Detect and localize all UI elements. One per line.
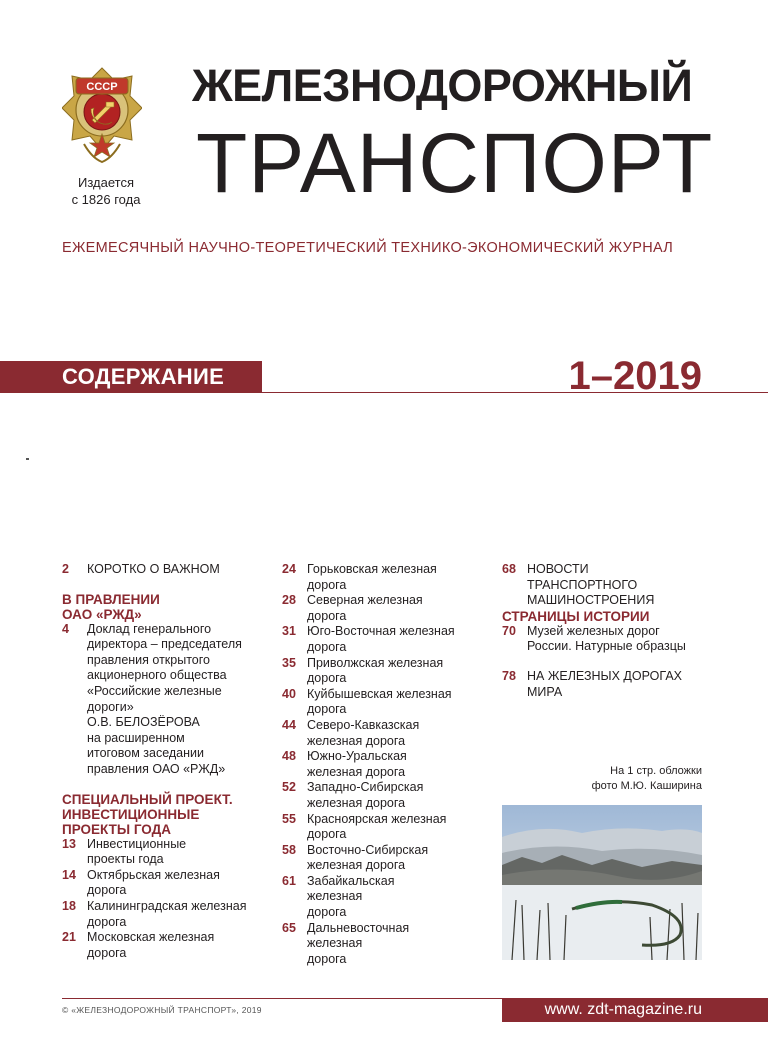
website-link[interactable]: www. zdt-magazine.ru [544, 1001, 702, 1018]
toc-page-number: 2 [62, 562, 69, 576]
toc-entry-title: КОРОТКО О ВАЖНОМ [87, 562, 220, 576]
toc-page-number: 55 [282, 811, 296, 826]
issue-number: 1–2019 [568, 354, 702, 398]
toc-entry[interactable] [502, 562, 712, 609]
toc-entry[interactable] [282, 749, 482, 780]
toc-entry-title: Куйбышевская железная дорога [307, 686, 452, 717]
toc-section-heading: СПЕЦИАЛЬНЫЙ ПРОЕКТ. ИНВЕСТИЦИОННЫЕ ПРОЕКТЫ ГОДА [62, 791, 233, 837]
toc-entry[interactable] [282, 843, 482, 874]
magazine-title-line1: ЖЕЛЕЗНОДОРОЖНЫЙ [192, 60, 693, 111]
toc-entry-title: Северная железная дорога [307, 593, 423, 623]
toc-page-number: 48 [282, 749, 296, 764]
toc-entry[interactable] [62, 899, 277, 930]
toc-entry-title: Октябрьская железная дорога [87, 867, 220, 898]
toc-entry[interactable] [502, 669, 712, 700]
toc-entry[interactable] [502, 624, 712, 655]
toc-entry-title: Музей железных дорог России. Натурные образцы [527, 623, 686, 654]
stray-mark [26, 458, 29, 460]
toc-page-number: 44 [282, 717, 296, 732]
toc-entry-title: Горьковская железная дорога [307, 562, 437, 592]
toc-entry[interactable] [62, 562, 277, 578]
toc-entry[interactable] [282, 718, 482, 749]
emblem-text: СССР [86, 81, 118, 93]
toc-entry-title: Западно-Сибирская железная дорога [307, 780, 424, 810]
toc-page-number: 35 [282, 655, 296, 670]
toc-entry[interactable] [282, 562, 482, 593]
cover-photo-caption: На 1 стр. обложки фото М.Ю. Каширина [591, 765, 702, 792]
toc-entry[interactable] [282, 593, 482, 624]
toc-entry-title: Доклад генерального директора – председателя правления открытого акционерного общества «Российские железные дороги» О.В. БЕЛОЗЁРОВА на расширенном итоговом заседании правления ОАО «РЖД» [87, 621, 242, 776]
toc-entry-title: Московская железная дорога [87, 930, 215, 960]
published-since [60, 174, 152, 208]
toc-column-1 [62, 562, 277, 961]
toc-entry-title: Калининградская железная дорога [87, 898, 247, 929]
toc-entry-title: Приволжская железная дорога [307, 655, 444, 686]
toc-section-heading: СТРАНИЦЫ ИСТОРИИ [502, 608, 650, 624]
toc-entry-title: Инвестиционные проекты года [87, 836, 187, 867]
toc-entry[interactable] [62, 930, 277, 961]
toc-page-number: 21 [62, 930, 76, 945]
toc-entry-title: Восточно-Сибирская железная дорога [307, 842, 429, 873]
toc-entry[interactable] [282, 656, 482, 687]
toc-entry-title: Юго-Восточная железная дорога [307, 624, 455, 654]
toc-entry[interactable] [62, 868, 277, 899]
toc-page-number: 4 [62, 621, 69, 636]
toc-entry[interactable] [282, 921, 482, 968]
toc-column-2 [282, 562, 482, 967]
toc-page-number: 24 [282, 562, 296, 576]
contents-heading: СОДЕРЖАНИЕ [62, 364, 225, 389]
toc-entry-title: Южно-Уральская железная дорога [307, 749, 407, 779]
toc-column-3 [502, 562, 712, 700]
since-line1: Издается [78, 175, 134, 190]
magazine-subtitle: ЕЖЕМЕСЯЧНЫЙ НАУЧНО-ТЕОРЕТИЧЕСКИЙ ТЕХНИКО-ЭКОНОМИЧЕСКИЙ ЖУРНАЛ [62, 240, 674, 256]
toc-entry-title: Красноярская железная дорога [307, 811, 447, 842]
toc-page-number: 68 [502, 562, 516, 576]
toc-entry[interactable] [282, 780, 482, 811]
magazine-title-line2: ТРАНСПОРТ [196, 116, 714, 210]
toc-section-heading: В ПРАВЛЕНИИ ОАО «РЖД» [62, 591, 160, 622]
toc-entry[interactable] [282, 624, 482, 655]
toc-page-number: 78 [502, 668, 516, 683]
toc-entry[interactable] [282, 874, 482, 921]
toc-entry-title: НОВОСТИ ТРАНСПОРТНОГО МАШИНОСТРОЕНИЯ [527, 562, 655, 608]
toc-page-number: 61 [282, 873, 296, 888]
toc-page-number: 28 [282, 593, 296, 608]
toc-entry[interactable] [282, 687, 482, 718]
toc-page-number: 65 [282, 920, 296, 935]
toc-page-number: 40 [282, 686, 296, 701]
copyright: © «ЖЕЛЕЗНОДОРОЖНЫЙ ТРАНСПОРТ», 2019 [62, 1005, 262, 1015]
since-line2: с 1826 года [71, 192, 141, 207]
toc-page-number: 31 [282, 624, 296, 639]
toc-page-number: 13 [62, 836, 76, 851]
toc-page-number: 52 [282, 780, 296, 795]
toc-page-number: 18 [62, 898, 76, 913]
toc-page-number: 58 [282, 842, 296, 857]
toc-entry-title: Дальневосточная железная дорога [307, 920, 410, 966]
toc-entry[interactable] [62, 837, 277, 868]
toc-entry-title: Забайкальская железная дорога [307, 873, 395, 920]
toc-entry-title: НА ЖЕЛЕЗНЫХ ДОРОГАХ МИРА [527, 668, 683, 699]
footer-divider [62, 998, 502, 999]
toc-page-number: 14 [62, 867, 76, 882]
toc-page-number: 70 [502, 623, 516, 638]
toc-entry-title: Северо-Кавказская железная дорога [307, 717, 420, 748]
toc-entry[interactable] [62, 622, 277, 778]
order-emblem [62, 66, 142, 168]
toc-entry[interactable] [282, 812, 482, 843]
cover-photo [502, 805, 702, 960]
